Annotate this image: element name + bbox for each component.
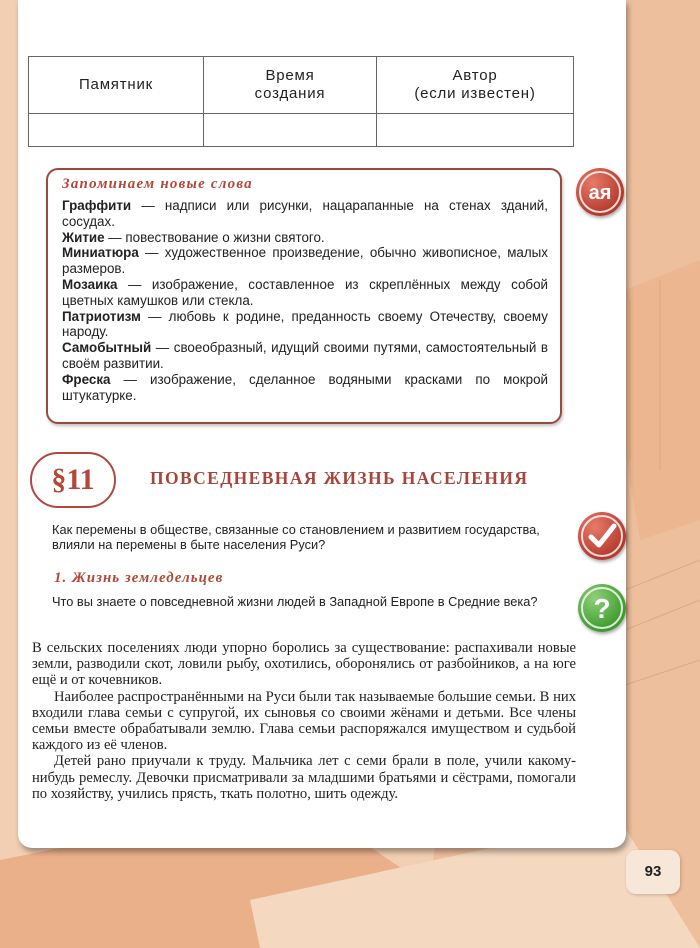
vocabulary-title: Запоминаем новые слова [62,176,253,192]
vocab-definition: — изображение, составленное из скреплённых между собой цветных камушков или стекла. [62,276,548,308]
vocab-entry [62,277,548,309]
vocab-entry [62,340,548,372]
paragraph: Наиболее распространёнными на Руси были так называемые большие семьи. В них входили глава семьи с супругой, их сыновья со своими жёнами и детьми. Все члены семьи вместе обрабатывали землю. Глава семьи распоряжался имуществом и судьбой каждого из её членов. [32,688,576,754]
table-cell [204,114,377,147]
vocab-entry [62,198,548,230]
vocab-definition: — повествование о жизни святого. [104,229,325,245]
vocab-definition: — любовь к родине, преданность своему Отечеству, своему народу. [62,308,548,340]
section-title: ПОВСЕДНЕВНАЯ ЖИЗНЬ НАСЕЛЕНИЯ [150,468,529,488]
paragraph: Детей рано приучали к труду. Мальчика лет с семи брали в поле, учили какому-нибудь ремеслу. Девочки присматривали за младшими братьями и сёстрами, помогали по хозяйству, учились прясть, ткать полотно, шить одежду. [32,753,576,802]
table-header-author: Автор (если известен) [377,57,574,114]
table-header-time: Время создания [204,57,377,114]
section-number-badge: §11 [30,452,116,508]
vocab-definition: — художественное произведение, обычно живописное, малых размеров. [62,245,548,277]
vocabulary-icon-text: ая [588,182,612,204]
vocab-term: Мозаика [62,276,118,292]
vocab-entry [62,245,548,277]
body-text [32,640,576,802]
vocab-entry [62,230,548,246]
paragraph: В сельских поселениях люди упорно боролись за существование: распахивали новые земли, разводили скот, ловили рыбу, охотились, оборонялись от разбойников, а на юге ещё и от кочевников. [32,640,576,689]
vocab-entry [62,309,548,341]
table-header-monument: Памятник [29,57,204,114]
checkmark-icon [578,512,626,560]
table-cell [29,114,204,147]
vocab-definition: — своеобразный, идущий своими путями, самостоятельный в своём развитии. [62,340,548,371]
vocab-term: Патриотизм [62,308,141,324]
vocab-term: Граффити [62,198,132,213]
question-icon-text: ? [593,593,611,624]
vocab-term: Житие [62,229,105,245]
monument-table [28,56,574,147]
vocab-definition: — надписи или рисунки, нацарапанные на стенах зданий, сосудах. [62,198,548,229]
vocab-term: Фреска [62,371,111,387]
section-question: Как перемены в обществе, связанные со становлением и развитием государства, влияли на перемены в быте населения Руси? [52,522,540,552]
vocab-entry [62,372,548,404]
subheading: 1. Жизнь земледельцев [54,570,224,586]
table-cell [377,114,574,147]
vocabulary-list [62,198,548,403]
vocab-term: Самобытный [62,340,152,356]
vocabulary-box [46,168,562,424]
vocab-term: Миниатюра [62,245,139,261]
vocab-definition: — изображение, сделанное водяными красками по мокрой штукатурке. [62,371,548,403]
question-icon [578,584,626,632]
prior-knowledge-question: Что вы знаете о повседневной жизни людей в Западной Европе в Средние века? [52,594,538,609]
vocabulary-az-icon [576,168,624,216]
page-number: 93 [626,850,680,894]
